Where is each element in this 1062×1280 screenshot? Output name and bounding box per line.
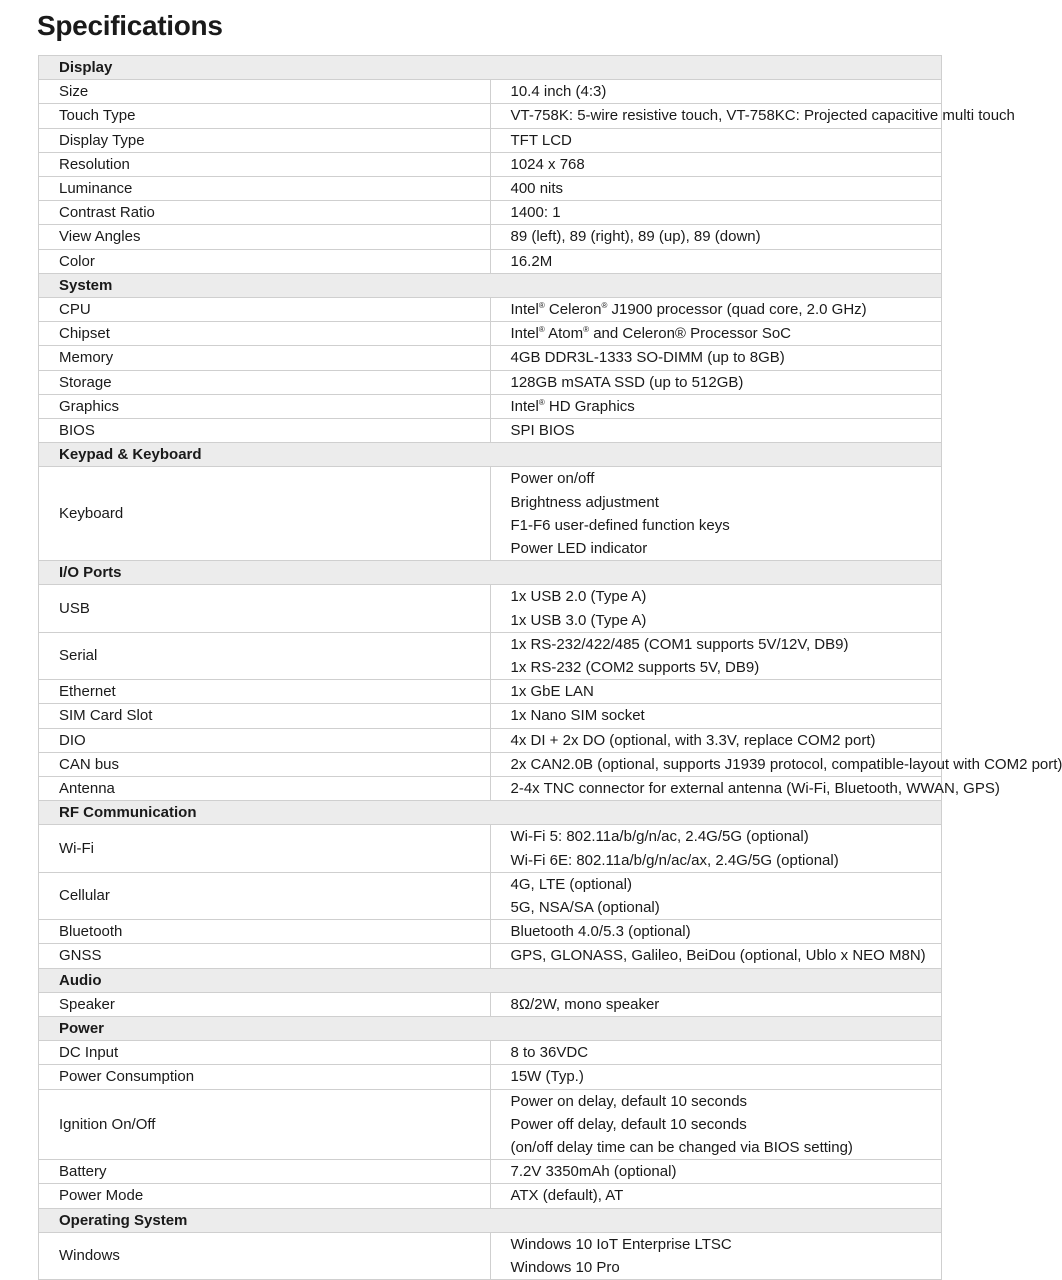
- spec-label: Speaker: [39, 992, 491, 1016]
- spec-value-line: 16.2M: [510, 252, 553, 270]
- spec-value-line: Power off delay, default 10 seconds: [510, 1115, 747, 1133]
- spec-value: [490, 177, 942, 201]
- spec-label: View Angles: [39, 225, 491, 249]
- spec-label: Battery: [39, 1160, 491, 1184]
- spec-row-cellular: [39, 872, 942, 919]
- spec-label: SIM Card Slot: [39, 704, 491, 728]
- spec-row-dc-input: [39, 1041, 942, 1065]
- spec-label: GNSS: [39, 944, 491, 968]
- spec-value: [490, 394, 942, 418]
- spec-label: Contrast Ratio: [39, 201, 491, 225]
- spec-value: [490, 825, 942, 872]
- spec-value-line: 89 (left), 89 (right), 89 (up), 89 (down): [510, 228, 761, 246]
- spec-value-line: 10.4 inch (4:3): [510, 83, 607, 101]
- spec-value: [490, 104, 1015, 128]
- section-header-audio: [39, 968, 942, 992]
- spec-label: Display Type: [39, 128, 491, 152]
- spec-value-line: 4GB DDR3L-1333 SO-DIMM (up to 8GB): [510, 349, 785, 367]
- spec-table: [38, 55, 1062, 1280]
- spec-value: [490, 467, 942, 561]
- section-title: Power: [39, 1016, 942, 1040]
- spec-label: Storage: [39, 370, 491, 394]
- spec-value-line: Intel® HD Graphics: [510, 397, 635, 415]
- spec-row-antenna: [39, 776, 942, 800]
- section-title: Display: [39, 56, 942, 80]
- spec-label: Resolution: [39, 152, 491, 176]
- spec-label: Serial: [39, 632, 491, 679]
- spec-row-serial: [39, 632, 942, 679]
- spec-value: [490, 1089, 942, 1160]
- spec-value: [490, 298, 942, 322]
- spec-value-line: 15W (Typ.): [510, 1068, 584, 1086]
- spec-value-line: 7.2V 3350mAh (optional): [510, 1163, 677, 1181]
- spec-label: Memory: [39, 346, 491, 370]
- spec-row-bios: [39, 419, 942, 443]
- spec-value: [490, 1184, 942, 1208]
- spec-row-storage: [39, 370, 942, 394]
- spec-value: [490, 1041, 942, 1065]
- spec-value-line: Windows 10 IoT Enterprise LTSC: [510, 1235, 732, 1253]
- spec-row-contrast-ratio: [39, 201, 942, 225]
- spec-value-line: GPS, GLONASS, Galileo, BeiDou (optional, Ublo x NEO M8N): [510, 947, 926, 965]
- spec-value-line: 2-4x TNC connector for external antenna (Wi-Fi, Bluetooth, WWAN, GPS): [510, 779, 1000, 797]
- spec-value: [490, 944, 942, 968]
- spec-value: [490, 370, 942, 394]
- page-title: Specifications: [37, 10, 223, 41]
- spec-row-can-bus: [39, 752, 942, 776]
- spec-label: Power Consumption: [39, 1065, 491, 1089]
- section-title: Audio: [39, 968, 942, 992]
- spec-value: [490, 1160, 942, 1184]
- spec-value: [490, 632, 942, 679]
- spec-value-line: 1x USB 3.0 (Type A): [510, 611, 647, 629]
- spec-value: [490, 1232, 942, 1279]
- spec-value-line: Brightness adjustment: [510, 493, 659, 511]
- spec-label: BIOS: [39, 419, 491, 443]
- spec-value-line: F1-F6 user-defined function keys: [510, 516, 730, 534]
- spec-value: [490, 80, 942, 104]
- spec-value: [490, 128, 942, 152]
- spec-row-usb: [39, 585, 942, 632]
- spec-value-line: Wi-Fi 5: 802.11a/b/g/n/ac, 2.4G/5G (optional): [510, 828, 809, 846]
- spec-value-line: VT-758K: 5-wire resistive touch, VT-758KC: Projected capacitive multi touch: [510, 107, 1015, 125]
- section-title: Keypad & Keyboard: [39, 443, 942, 467]
- spec-label: Graphics: [39, 394, 491, 418]
- section-title: System: [39, 273, 942, 297]
- spec-value-line: ATX (default), AT: [510, 1187, 624, 1205]
- spec-label: CAN bus: [39, 752, 491, 776]
- spec-label: DIO: [39, 728, 491, 752]
- spec-row-resolution: [39, 152, 942, 176]
- spec-value: [490, 419, 942, 443]
- spec-value-line: 1x Nano SIM socket: [510, 707, 645, 725]
- spec-value: [490, 752, 1062, 776]
- spec-row-ignition-on-off: [39, 1089, 942, 1160]
- section-header-system: [39, 273, 942, 297]
- spec-value-line: 1024 x 768: [510, 155, 585, 173]
- spec-value: [490, 585, 942, 632]
- spec-value-line: Bluetooth 4.0/5.3 (optional): [510, 923, 691, 941]
- spec-label: CPU: [39, 298, 491, 322]
- spec-row-wi-fi: [39, 825, 942, 872]
- section-header-display: [39, 56, 942, 80]
- spec-row-battery: [39, 1160, 942, 1184]
- spec-value: [490, 872, 942, 919]
- spec-row-sim-card-slot: [39, 704, 942, 728]
- spec-value-line: 1x USB 2.0 (Type A): [510, 588, 647, 606]
- spec-value-line: 1x GbE LAN: [510, 683, 594, 701]
- spec-value: [490, 920, 942, 944]
- spec-value-line: 1400: 1: [510, 204, 561, 222]
- spec-row-size: [39, 80, 942, 104]
- spec-row-windows: [39, 1232, 942, 1279]
- spec-value: [490, 728, 942, 752]
- spec-value-line: 5G, NSA/SA (optional): [510, 898, 660, 916]
- spec-value-line: 4x DI + 2x DO (optional, with 3.3V, replace COM2 port): [510, 731, 876, 749]
- section-header-keypad-keyboard: [39, 443, 942, 467]
- spec-row-luminance: [39, 177, 942, 201]
- spec-value-line: Windows 10 Pro: [510, 1258, 620, 1276]
- spec-label: Chipset: [39, 322, 491, 346]
- spec-row-dio: [39, 728, 942, 752]
- spec-value: [490, 249, 942, 273]
- spec-label: Ignition On/Off: [39, 1089, 491, 1160]
- spec-value-line: 1x RS-232/422/485 (COM1 supports 5V/12V, DB9): [510, 635, 849, 653]
- spec-value-line: 400 nits: [510, 180, 564, 198]
- spec-value-line: Power LED indicator: [510, 540, 648, 558]
- spec-value: [490, 346, 942, 370]
- spec-label: Wi-Fi: [39, 825, 491, 872]
- spec-label: USB: [39, 585, 491, 632]
- spec-row-memory: [39, 346, 942, 370]
- spec-table-body: [39, 56, 1062, 1280]
- section-header-i-o-ports: [39, 561, 942, 585]
- spec-label: Size: [39, 80, 491, 104]
- spec-label: Bluetooth: [39, 920, 491, 944]
- section-header-power: [39, 1016, 942, 1040]
- spec-label: Power Mode: [39, 1184, 491, 1208]
- spec-value: [490, 152, 942, 176]
- spec-label: Luminance: [39, 177, 491, 201]
- spec-label: Ethernet: [39, 680, 491, 704]
- spec-row-display-type: [39, 128, 942, 152]
- spec-value-line: Intel® Atom® and Celeron® Processor SoC: [510, 325, 792, 343]
- section-title: I/O Ports: [39, 561, 942, 585]
- spec-value-line: Wi-Fi 6E: 802.11a/b/g/n/ac/ax, 2.4G/5G (optional): [510, 851, 839, 869]
- spec-value: [490, 992, 942, 1016]
- spec-value: [490, 322, 942, 346]
- spec-row-ethernet: [39, 680, 942, 704]
- spec-row-speaker: [39, 992, 942, 1016]
- spec-value-line: 8Ω/2W, mono speaker: [510, 995, 660, 1013]
- spec-value: [490, 704, 942, 728]
- spec-row-gnss: [39, 944, 942, 968]
- spec-value: [490, 225, 942, 249]
- spec-value-line: 128GB mSATA SSD (up to 512GB): [510, 373, 744, 391]
- spec-value-line: 1x RS-232 (COM2 supports 5V, DB9): [510, 658, 760, 676]
- spec-label: Touch Type: [39, 104, 491, 128]
- section-header-operating-system: [39, 1208, 942, 1232]
- spec-value: [490, 776, 1000, 800]
- spec-value-line: SPI BIOS: [510, 422, 575, 440]
- spec-label: Keyboard: [39, 467, 491, 561]
- spec-row-power-consumption: [39, 1065, 942, 1089]
- spec-row-cpu: [39, 298, 942, 322]
- spec-value-line: Power on/off: [510, 470, 595, 488]
- spec-value-line: 8 to 36VDC: [510, 1044, 589, 1062]
- spec-value-line: 2x CAN2.0B (optional, supports J1939 protocol, compatible-layout with COM2 port): [510, 755, 1062, 773]
- spec-value-line: 4G, LTE (optional): [510, 875, 632, 893]
- spec-row-color: [39, 249, 942, 273]
- section-title: Operating System: [39, 1208, 942, 1232]
- spec-value-line: Power on delay, default 10 seconds: [510, 1092, 748, 1110]
- spec-row-touch-type: [39, 104, 942, 128]
- spec-value-line: Intel® Celeron® J1900 processor (quad core, 2.0 GHz): [510, 301, 867, 319]
- spec-row-view-angles: [39, 225, 942, 249]
- spec-value: [490, 201, 942, 225]
- spec-label: DC Input: [39, 1041, 491, 1065]
- spec-row-graphics: [39, 394, 942, 418]
- spec-value-line: TFT LCD: [510, 131, 572, 149]
- spec-value: [490, 680, 942, 704]
- section-title: RF Communication: [39, 801, 942, 825]
- spec-row-power-mode: [39, 1184, 942, 1208]
- spec-label: Windows: [39, 1232, 491, 1279]
- spec-label: Antenna: [39, 776, 491, 800]
- spec-row-bluetooth: [39, 920, 942, 944]
- section-header-rf-communication: [39, 801, 942, 825]
- spec-value: [490, 1065, 942, 1089]
- spec-label: Color: [39, 249, 491, 273]
- spec-value-line: (on/off delay time can be changed via BIOS setting): [510, 1138, 853, 1156]
- spec-row-chipset: [39, 322, 942, 346]
- spec-row-keyboard: [39, 467, 942, 561]
- spec-label: Cellular: [39, 872, 491, 919]
